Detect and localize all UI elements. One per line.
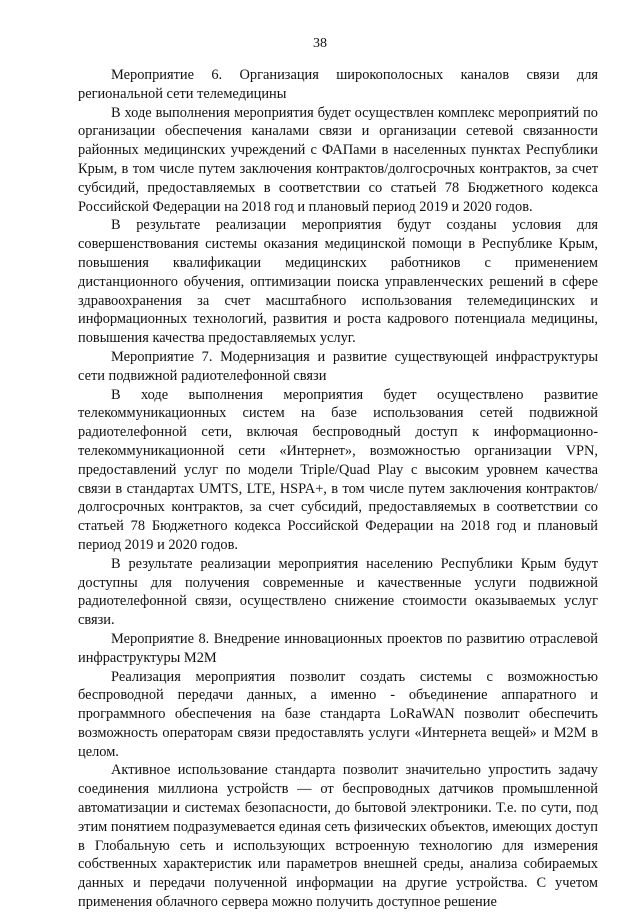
paragraph: В ходе выполнения мероприятия будет осуществлен комплекс мероприятий по организации обеспечения каналами связи и организации сетевой связанности районных медицинских учреждений с ФАПами в населенных пунктах Республики Крым, в том числе путем заключения контрактов/долгосрочных контрактов, за счет субсидий, предоставляемых в соответствии со статьей 78 Бюджетного кодекса Российской Федерации на 2018 год и плановый период 2019 и 2020 годов. — [78, 104, 598, 215]
page-number: 38 — [313, 36, 327, 51]
paragraph: Активное использование стандарта позволит значительно упростить задачу соединения миллиона устройств — от беспроводных датчиков промышленной автоматизации и системах безопасности, до бытовой электроники. Т.е. по сути, под этим понятием подразумевается единая сеть физических объектов, имеющих доступ в Глобальную сеть и использующих встроенную технологию для измерения собственных характеристик или параметров внешней среды, анализа собираемых данных и передачи полученной информации на другие устройства. С учетом применения облачного сервера можно получить доступное решение — [78, 762, 598, 911]
section-heading-event-6: Мероприятие 6. Организация широкополосных каналов связи для региональной сети телемедицины — [78, 67, 598, 102]
section-heading-event-7: Мероприятие 7. Модернизация и развитие существующей инфраструктуры сети подвижной радиотелефонной связи — [78, 348, 598, 384]
paragraph: Реализация мероприятия позволит создать системы с возможностью беспроводной передачи данных, а именно - объединение аппаратного и программного обеспечения на базе стандарта LoRaWAN позволит обеспечить возможность операторам связи предоставлять услуги «Интернета вещей» и M2M в целом. — [78, 668, 598, 760]
paragraph: В результате реализации мероприятия населению Республики Крым будут доступны для получения современные и качественные услуги подвижной радиотелефонной связи, осуществлено снижение стоимости оказываемых услуг связи. — [78, 555, 598, 629]
paragraph: В результате реализации мероприятия будут созданы условия для совершенствования системы оказания медицинской помощи в Республике Крым, повышения квалификации медицинских работников с применением дистанционного обучения, оптимизации поиска управленческих решений в сфере здравоохранения за счет масштабного использования телемедицинских и информационных технологий, развития и роста кадрового потенциала медицины, повышения качества предоставляемых услуг. — [78, 217, 598, 347]
section-heading-event-8: Мероприятие 8. Внедрение инновационных проектов по развитию отраслевой инфраструктуры M2M — [78, 630, 598, 666]
paragraph: В ходе выполнения мероприятия будет осуществлено развитие телекоммуникационных систем на базе использования сетей подвижной радиотелефонной сети, включая беспроводный доступ к информационно-телекоммуникационной сети «Интернет», возможностью организации VPN, предоставлений услуг по модели Triple/Quad Play с высоким уровнем качества связи в стандартах UMTS, LTE, HSPA+, в том числе путем заключения контрактов/долгосрочных контрактов, за счет субсидий, предоставляемых в соответствии со статьей 78 Бюджетного кодекса Российской Федерации на 2018 год и плановый период 2019 и 2020 годов. — [78, 386, 598, 553]
document-body — [78, 66, 598, 912]
